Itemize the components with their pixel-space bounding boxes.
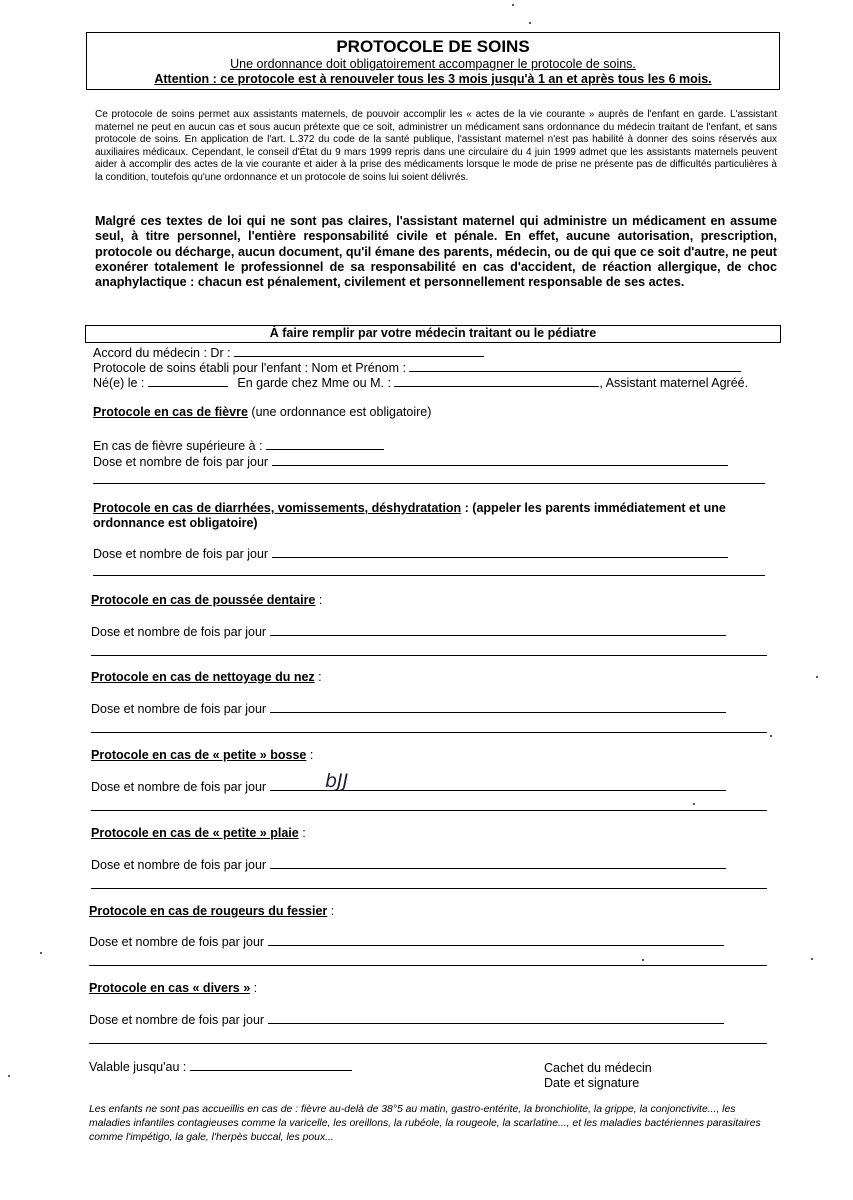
fievre-dose-field bbox=[93, 454, 728, 470]
scan-speck bbox=[40, 952, 42, 954]
section-divers-title: Protocole en cas « divers » : bbox=[89, 981, 258, 995]
dose-label: Dose et nombre de fois par jour bbox=[91, 858, 267, 872]
dentaire-dose-field bbox=[91, 624, 726, 640]
scan-speck bbox=[642, 959, 644, 961]
en-garde-blank[interactable] bbox=[394, 375, 599, 387]
section-dentaire-title: Protocole en cas de poussée dentaire : bbox=[91, 593, 323, 607]
protocole-enfant-field bbox=[93, 360, 741, 376]
fievre-extra-line[interactable] bbox=[93, 483, 765, 484]
scan-speck bbox=[8, 1075, 10, 1077]
scan-speck bbox=[811, 958, 813, 960]
nez-extra-line[interactable] bbox=[91, 732, 767, 733]
diarrhees-dose-field bbox=[93, 546, 728, 562]
protocole-enfant-label: Protocole de soins établi pour l'enfant : Nom et Prénom : bbox=[93, 361, 406, 375]
document-title: PROTOCOLE DE SOINS bbox=[336, 37, 530, 56]
valable-blank[interactable] bbox=[190, 1059, 352, 1071]
fessier-extra-line[interactable] bbox=[89, 965, 767, 966]
assistant-label: , Assistant maternel Agréé. bbox=[599, 376, 749, 390]
dentaire-extra-line[interactable] bbox=[91, 655, 767, 656]
dose-label: Dose et nombre de fois par jour bbox=[91, 780, 267, 794]
header-attention: Attention : ce protocole est à renouveler tous les 3 mois jusqu'à 1 an et après tous les 6 mois. bbox=[154, 72, 712, 86]
warning-paragraph: Malgré ces textes de loi qui ne sont pas claires, l'assistant maternel qui administre un médicament en assume seul, à titre personnel, l'entière responsabilité civile et pénale. En effet, aucune autorisation, prescription, protocole ou décharge, aucun document, qu'il émane des parents, médecin, ou de qui que ce soit d'autre, ne peut exonérer totalement le professionnel de sa responsabilité en cas d'accident, de réaction allergique, de choc anaphylactique : chacun est pénalement, civilement et personnellement responsable de ses actes. bbox=[95, 214, 777, 290]
dose-blank[interactable] bbox=[272, 546, 728, 558]
scan-speck bbox=[770, 735, 772, 737]
dose-blank[interactable] bbox=[270, 701, 726, 713]
dose-label: Dose et nombre de fois par jour bbox=[89, 935, 265, 949]
fessier-dose-field bbox=[89, 934, 724, 950]
handwritten-note: bJJ bbox=[325, 770, 349, 792]
scan-speck bbox=[512, 4, 514, 6]
valable-label: Valable jusqu'au : bbox=[89, 1060, 187, 1074]
bosse-extra-line[interactable] bbox=[91, 810, 767, 811]
nez-dose-field bbox=[91, 701, 726, 717]
dose-label: Dose et nombre de fois par jour bbox=[93, 455, 269, 469]
en-garde-label: En garde chez Mme ou M. : bbox=[237, 376, 391, 390]
dose-label: Dose et nombre de fois par jour bbox=[93, 547, 269, 561]
section-diarrhees-title: Protocole en cas de diarrhées, vomissements, déshydratation : (appeler les parents immédiatement et une ordonnance est obligatoire) bbox=[93, 501, 726, 530]
header-subtitle: Une ordonnance doit obligatoirement accompagner le protocole de soins. bbox=[230, 57, 636, 71]
header-box bbox=[86, 32, 780, 90]
fievre-sup-field bbox=[93, 438, 384, 454]
dose-blank[interactable] bbox=[270, 857, 726, 869]
dose-label: Dose et nombre de fois par jour bbox=[91, 702, 267, 716]
dose-blank[interactable] bbox=[270, 624, 726, 636]
ne-le-garde-field bbox=[93, 375, 748, 391]
accord-field bbox=[93, 345, 484, 361]
dose-label: Dose et nombre de fois par jour bbox=[91, 625, 267, 639]
section-plaie-title: Protocole en cas de « petite » plaie : bbox=[91, 826, 306, 840]
ne-le-label: Né(e) le : bbox=[93, 376, 145, 390]
plaie-dose-field bbox=[91, 857, 726, 873]
divers-dose-field bbox=[89, 1012, 724, 1028]
dose-blank[interactable] bbox=[272, 454, 728, 466]
section-bosse-title: Protocole en cas de « petite » bosse : bbox=[91, 748, 314, 762]
doctor-instruction-box: À faire remplir par votre médecin traitant ou le pédiatre bbox=[85, 325, 781, 343]
section-fessier-title: Protocole en cas de rougeurs du fessier : bbox=[89, 904, 335, 918]
dose-blank[interactable] bbox=[268, 1012, 724, 1024]
dose-label: Dose et nombre de fois par jour bbox=[89, 1013, 265, 1027]
cachet-label: Cachet du médecin bbox=[544, 1061, 652, 1075]
ne-le-blank[interactable] bbox=[148, 375, 228, 387]
dose-blank[interactable] bbox=[268, 934, 724, 946]
fievre-sup-label: En cas de fièvre supérieure à : bbox=[93, 439, 263, 453]
accord-label: Accord du médecin : Dr : bbox=[93, 346, 231, 360]
divers-extra-line[interactable] bbox=[89, 1043, 767, 1044]
scan-speck bbox=[693, 803, 695, 805]
plaie-extra-line[interactable] bbox=[91, 888, 767, 889]
intro-paragraph: Ce protocole de soins permet aux assistants maternels, de pouvoir accomplir les « actes de la vie courante » auprès de l'enfant en garde. L'assistant maternel ne peut en aucun cas et sous aucun prétexte que ce soit, administrer un médicament sans ordonnance du médecin traitant de l'enfant, et sans protocole de soins. En application de l'art. L.372 du code de la santé publique, l'assistant maternel n'est pas habilité à donner des soins réservés aux auxiliaires médicaux. Cependant, le conseil d'État du 9 mars 1999 repris dans une circulaire du 4 juin 1999 admet que les assistants maternels peuvent aider à accomplir des actes de la vie courante et aider à la prise des médicaments lorsque le mode de prise ne présente pas de difficultés particulières à la condition, toutefois qu'une ordonnance et un protocole de soins lui soient délivrés. bbox=[95, 109, 777, 183]
date-signature-label: Date et signature bbox=[544, 1076, 640, 1090]
section-nez-title: Protocole en cas de nettoyage du nez : bbox=[91, 670, 322, 684]
valable-field bbox=[89, 1059, 352, 1075]
bosse-dose-field bbox=[91, 779, 726, 795]
scan-speck bbox=[816, 676, 818, 678]
accord-blank[interactable] bbox=[234, 345, 484, 357]
section-fievre-title: Protocole en cas de fièvre (une ordonnance est obligatoire) bbox=[93, 405, 432, 419]
footer-note: Les enfants ne sont pas accueillis en cas de : fièvre au-delà de 38°5 au matin, gastro-entérite, la bronchiolite, la grippe, la conjonctivite..., les maladies infantiles contagieuses comme la varicelle, les oreillons, la rubéole, la rougeole, la scarlatine..., et les maladies bactériennes parasitaires comme l'impétigo, la gale, l'herpès buccal, les poux... bbox=[89, 1104, 761, 1143]
diarrhees-extra-line[interactable] bbox=[93, 575, 765, 576]
fievre-sup-blank[interactable] bbox=[266, 438, 384, 450]
scan-speck bbox=[529, 22, 531, 24]
protocole-enfant-blank[interactable] bbox=[409, 360, 741, 372]
